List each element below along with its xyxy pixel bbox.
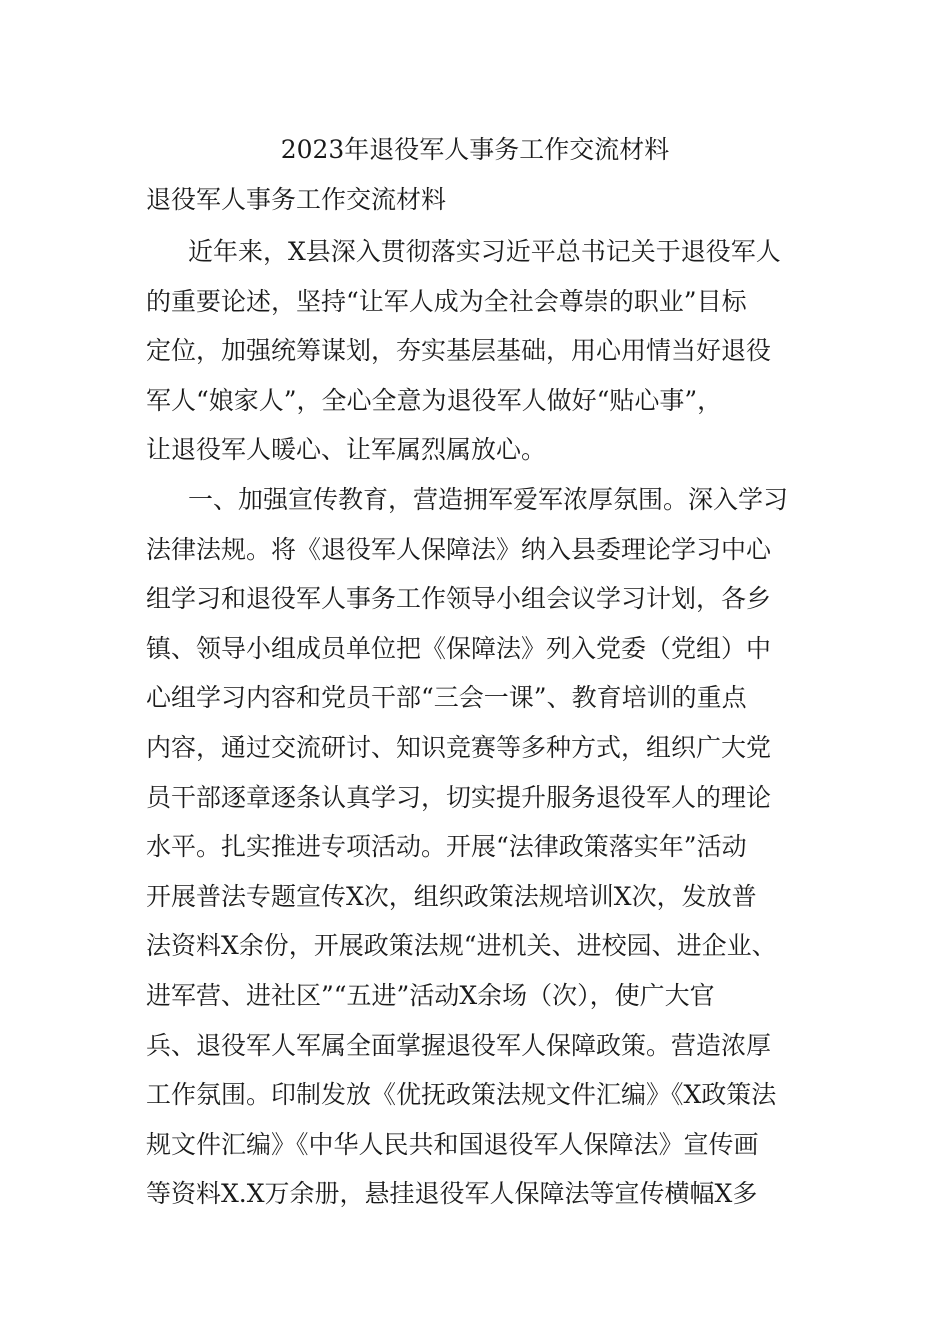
text-line: 规文件汇编》《中华人民共和国退役军人保障法》宣传画	[146, 1129, 759, 1159]
text-line: 一、加强宣传教育，营造拥军爱军浓厚氛围。深入学习	[188, 485, 789, 514]
text-line: 心组学习内容和党员干部“三会一课”、教育培训的重点	[146, 683, 747, 713]
text-line: 的重要论述，坚持“让军人成为全社会尊崇的职业”目标	[146, 286, 747, 316]
paragraph-intro	[146, 230, 846, 478]
text-line: 工作氛围。印制发放《优抚政策法规文件汇编》《X政策法	[146, 1080, 777, 1110]
document-title: 2023年退役军人事务工作交流材料	[280, 135, 670, 164]
paragraph-section-one	[146, 478, 846, 1222]
text-line: 定位，加强统筹谋划，夯实基层基础，用心用情当好退役	[146, 336, 772, 366]
text-line: 军人“娘家人”，全心全意为退役军人做好“贴心事”，	[146, 385, 723, 415]
text-line: 让退役军人暖心、让军属烈属放心。	[146, 435, 547, 465]
text-line: 内容，通过交流研讨、知识竞赛等多种方式，组织广大党	[146, 732, 772, 762]
text-line: 镇、领导小组成员单位把《保障法》列入党委（党组）中	[146, 633, 772, 663]
text-line: 组学习和退役军人事务工作领导小组会议学习计划，各乡	[146, 584, 772, 614]
text-line: 法律法规。将《退役军人保障法》纳入县委理论学习中心	[146, 534, 772, 564]
text-line: 员干部逐章逐条认真学习，切实提升服务退役军人的理论	[146, 782, 772, 812]
document-subtitle: 退役军人事务工作交流材料	[146, 185, 447, 214]
text-line: 开展普法专题宣传X次，组织政策法规培训X次，发放普	[146, 881, 757, 911]
text-line: 水平。扎实推进专项活动。开展“法律政策落实年”活动	[146, 832, 747, 862]
text-line: 近年来，X县深入贯彻落实习近平总书记关于退役军人	[188, 237, 781, 266]
text-line: 兵、退役军人军属全面掌握退役军人保障政策。营造浓厚	[146, 1030, 772, 1060]
text-line: 进军营、进社区”“五进”活动X余场（次），使广大官	[146, 980, 715, 1010]
text-line: 等资料X.X万余册，悬挂退役军人保障法等宣传横幅X多	[146, 1179, 758, 1209]
text-line: 法资料X余份，开展政策法规“进机关、进校园、进企业、	[146, 931, 777, 961]
